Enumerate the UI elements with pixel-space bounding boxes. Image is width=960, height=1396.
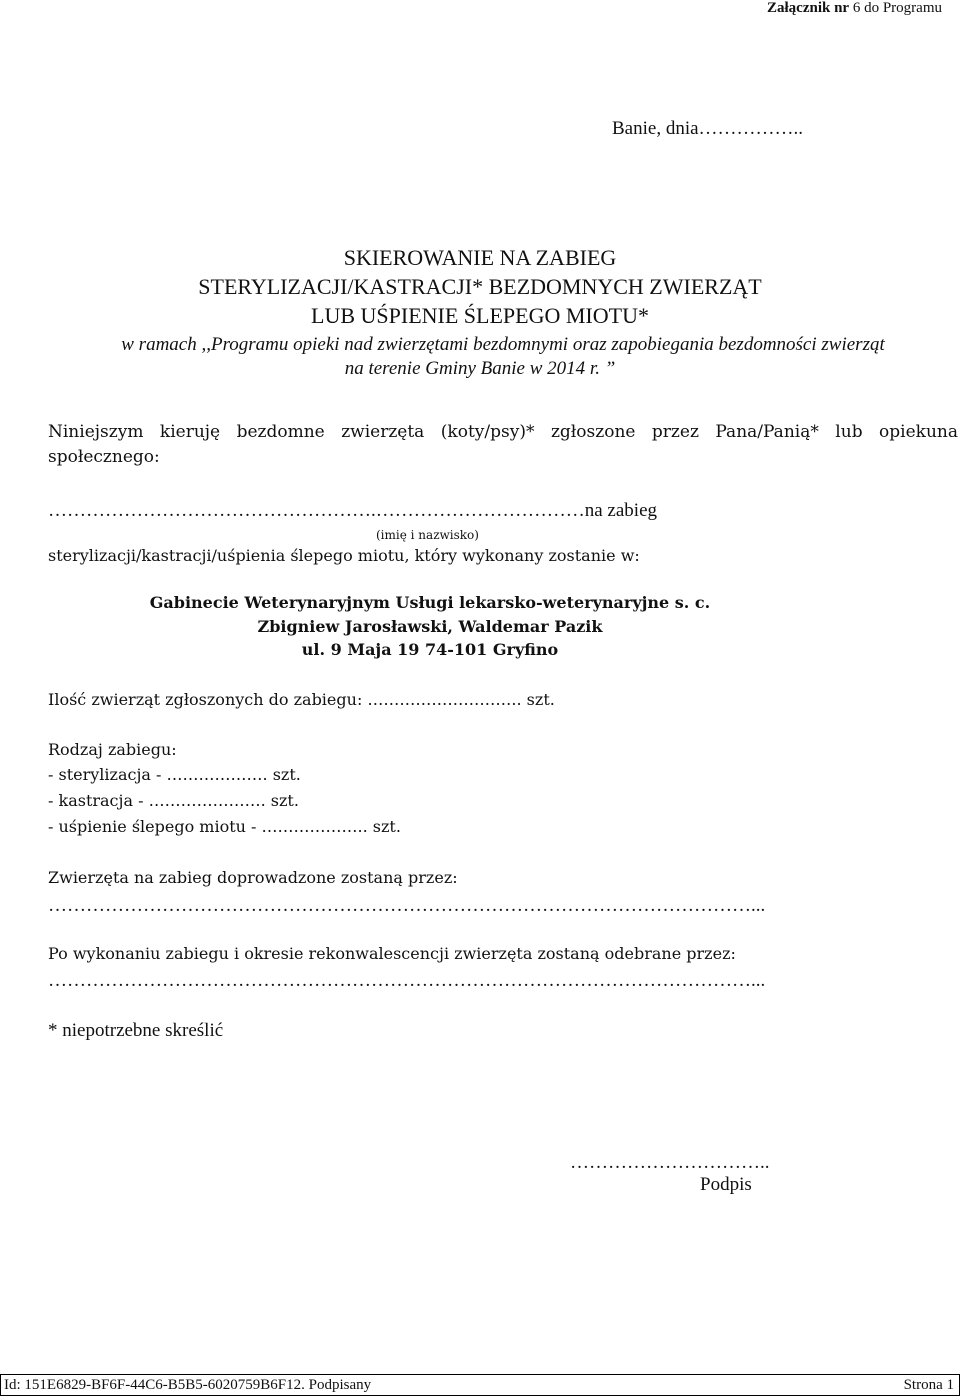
clinic-address: ul. 9 Maja 19 74-101 Gryfino: [301, 640, 559, 659]
procedure-purpose: sterylizacji/kastracji/uśpienia ślepego miotu, który wykonany zostanie w:: [48, 546, 640, 565]
document-subtitle-line1: w ramach ,,Programu opieki nad zwierzętami bezdomnymi oraz zapobiegania bezdomności zwierząt: [121, 334, 885, 355]
clinic-owners: Zbigniew Jarosławski, Waldemar Pazik: [257, 617, 603, 636]
footer-page-number: Strona 1: [903, 1377, 954, 1393]
page-footer: [0, 1374, 960, 1396]
document-title-line2: STERYLIZACJI/KASTRACJI* BEZDOMNYCH ZWIERZĄT: [198, 274, 762, 299]
document-title-line1: SKIEROWANIE NA ZABIEG: [343, 245, 617, 270]
place-date: Banie, dnia……………..: [612, 118, 804, 139]
annex-label-bold: Załącznik nr: [766, 0, 850, 16]
footer-left-border: [0, 1374, 1, 1396]
document-subtitle-line2: na terenie Gminy Banie w 2014 r. ”: [344, 358, 616, 379]
procedure-sterilization: - sterylizacja - ………………. szt.: [48, 765, 301, 784]
signature-label: Podpis: [700, 1174, 752, 1195]
annex-label: [767, 0, 942, 17]
annex-label-rest: 6 do Programu: [849, 0, 942, 16]
intro-text-line1: Niniejszym kieruję bezdomne zwierzęta (koty/psy)* zgłoszone przez Pana/Panią* lub opiekuna: [48, 422, 958, 442]
name-hint: (imię i nazwisko): [376, 528, 479, 542]
procedure-castration: - kastracja - …………………. szt.: [48, 791, 299, 810]
signature-line: …………………………..: [570, 1152, 770, 1173]
animal-count-line: Ilość zwierząt zgłoszonych do zabiegu: ……………………….. szt.: [48, 690, 555, 709]
delivered-by-fill-line: …………………………………………………………………………………………………...: [48, 895, 766, 916]
pickup-by-label: Po wykonaniu zabiegu i okresie rekonwalescencji zwierzęta zostaną odebrane przez:: [48, 944, 736, 963]
footnote: * niepotrzebne skreślić: [48, 1020, 224, 1041]
delivered-by-label: Zwierzęta na zabieg doprowadzone zostaną przez:: [48, 868, 458, 887]
document-title-line3: LUB UŚPIENIE ŚLEPEGO MIOTU*: [311, 303, 649, 328]
intro-text-line2: społecznego:: [48, 447, 160, 467]
footer-document-id: Id: 151E6829-BF6F-44C6-B5B5-6020759B6F12. Podpisany: [4, 1377, 372, 1393]
clinic-name: Gabinecie Weterynaryjnym Usługi lekarsko-weterynaryjne s. c.: [149, 593, 711, 612]
procedure-euthanasia: - uśpienie ślepego miotu - ……………….. szt.: [48, 817, 401, 836]
procedure-type-label: Rodzaj zabiegu:: [48, 740, 177, 759]
name-fill-line: …………………………………………….……………………………na zabieg: [48, 500, 658, 521]
pickup-by-fill-line: …………………………………………………………………………………………………...: [48, 970, 766, 991]
